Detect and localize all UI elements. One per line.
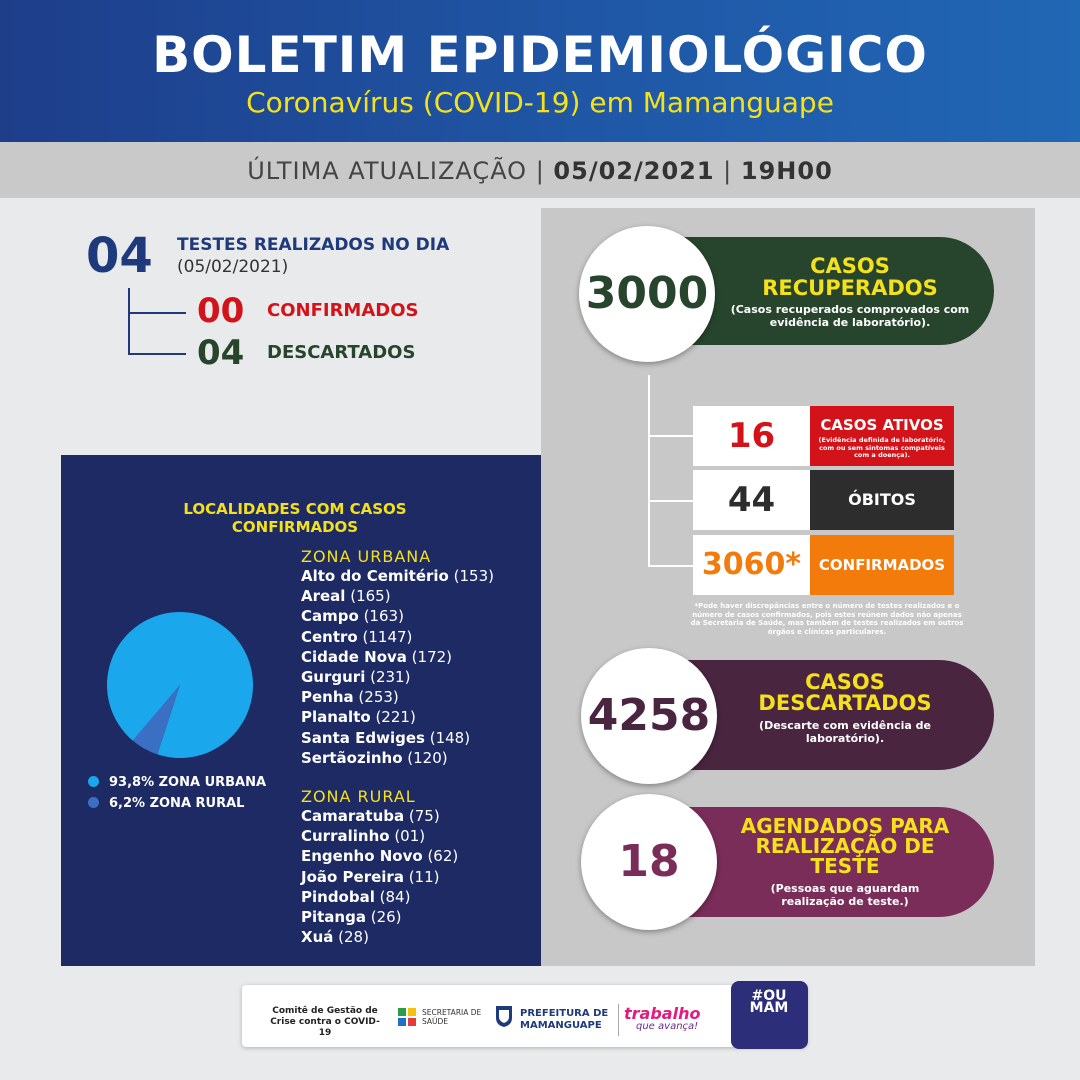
urban-locality-count: (165): [345, 587, 391, 606]
rural-locality-name: Pitanga: [301, 908, 366, 927]
recovered-title: CASOS RECUPERADOS: [762, 254, 938, 300]
tree-line: [128, 288, 130, 355]
tests-label: TESTES REALIZADOS NO DIA: [177, 235, 450, 255]
rural-locality-name: Engenho Novo: [301, 847, 423, 866]
update-time: 19H00: [740, 157, 833, 185]
city-seal-icon: [494, 1004, 514, 1028]
rural-locality-count: (84): [374, 887, 411, 906]
rural-locality-item: [301, 887, 458, 907]
tree-branch: [128, 312, 186, 314]
rural-locality-item: [301, 907, 458, 927]
stats-tree-branch: [648, 435, 693, 437]
update-label: ÚLTIMA ATUALIZAÇÃO: [247, 157, 528, 185]
scheduled-note: (Pessoas que aguardam realização de teste.): [770, 882, 920, 908]
urban-zone-heading: ZONA URBANA: [301, 547, 432, 566]
urban-locality-name: Areal: [301, 587, 346, 606]
urban-locality-name: Planalto: [301, 708, 371, 727]
urban-locality-name: Santa Edwiges: [301, 728, 425, 747]
rural-locality-count: (11): [403, 867, 440, 886]
deaths-title: ÓBITOS: [810, 470, 954, 530]
rural-locality-item: [301, 927, 458, 947]
urban-locality-item: [301, 728, 494, 748]
urban-locality-item: [301, 606, 494, 626]
update-bar: ÚLTIMA ATUALIZAÇÃO | 05/02/2021 | 19H00: [0, 142, 1080, 198]
legend-rural-label: 6,2% ZONA RURAL: [109, 796, 245, 811]
rural-locality-name: Camaratuba: [301, 807, 405, 825]
scheduled-count: 18: [581, 794, 717, 930]
urban-locality-name: Cidade Nova: [301, 647, 407, 666]
discarded-note: (Descarte com evidência de laboratório).: [759, 719, 931, 745]
urban-locality-count: (1147): [357, 627, 413, 646]
urban-locality-name: Gurguri: [301, 668, 366, 687]
rural-locality-name: Pindobal: [301, 887, 375, 906]
recovered-note: (Casos recuperados comprovados com evidência de laboratório).: [730, 303, 970, 329]
header-banner: [0, 0, 1080, 142]
rural-locality-count: (28): [333, 928, 369, 947]
confirmed-count: 3060*: [693, 535, 810, 595]
rural-locality-item: [301, 826, 458, 846]
tests-confirmed-num: 00: [197, 291, 245, 331]
urban-locality-count: (163): [358, 607, 404, 626]
rural-locality-count: (75): [404, 807, 440, 825]
urban-locality-count: (253): [353, 688, 399, 707]
stats-tree-branch: [648, 565, 693, 567]
urban-locality-name: Campo: [301, 607, 359, 626]
urban-locality-count: (221): [370, 708, 416, 727]
urban-locality-item: [301, 687, 494, 707]
urban-locality-name: Alto do Cemitério: [301, 567, 449, 585]
tests-discarded-label: DESCARTADOS: [267, 342, 416, 363]
urban-locality-item: [301, 647, 494, 667]
urban-locality-count: (148): [424, 728, 471, 747]
urban-locality-item: [301, 566, 494, 586]
legend-urban-label: 93,8% ZONA URBANA: [109, 775, 267, 790]
confirmed-title: CONFIRMADOS: [810, 535, 954, 595]
rural-locality-list: [301, 806, 458, 947]
pie-slice-urban: [107, 612, 253, 758]
footer-comite: Comitê de Gestão de Crise contra o COVID-19: [270, 1006, 380, 1038]
recovered-count: 3000: [579, 226, 715, 362]
discarded-title: CASOS DESCARTADOS: [758, 670, 932, 715]
urban-locality-list: [301, 566, 494, 768]
footnote: *Pode haver discrepâncias entre o número de testes realizados e o número de casos confirmados, pois estes reúnem dados não apenas da Secretaria de Saúde, mas também de testes realizados em outros órgãos e clínicas particulares.: [690, 602, 964, 636]
urban-locality-count: (231): [365, 668, 411, 687]
rural-locality-name: Xuá: [301, 928, 334, 947]
localities-title: LOCALIDADES COM CASOS CONFIRMADOS: [183, 500, 407, 536]
rural-locality-item: [301, 846, 458, 866]
health-cross-icon: [398, 1008, 416, 1026]
deaths-count: 44: [693, 470, 810, 530]
tests-confirmed-label: CONFIRMADOS: [267, 300, 419, 321]
rural-locality-count: (62): [422, 847, 459, 866]
active-count: 16: [693, 406, 810, 466]
page-subtitle: Coronavírus (COVID-19) em Mamanguape: [246, 86, 834, 119]
rural-locality-count: (26): [365, 908, 402, 927]
urban-locality-name: Sertãozinho: [301, 748, 403, 767]
scheduled-title: AGENDADOS PARA REALIZAÇÃO DE TESTE: [740, 814, 950, 878]
discarded-count: 4258: [581, 648, 717, 784]
rural-locality-item: [301, 867, 458, 887]
urban-locality-count: (153): [448, 567, 494, 585]
urban-locality-name: Centro: [301, 627, 358, 646]
urban-locality-count: (172): [406, 647, 453, 666]
footer-secretaria: SECRETARIA DE SAÚDE: [422, 1008, 482, 1026]
footer-divider: [618, 1004, 619, 1036]
rural-zone-heading: ZONA RURAL: [301, 787, 416, 806]
legend-dot-urban: [88, 776, 99, 787]
urban-locality-item: [301, 707, 494, 727]
urban-locality-count: (120): [402, 748, 448, 767]
active-box: [810, 406, 954, 466]
legend-rural: [88, 796, 244, 811]
footer-slogan: trabalho: [624, 1004, 701, 1023]
tests-date: (05/02/2021): [177, 257, 289, 277]
legend-dot-rural: [88, 797, 99, 808]
zone-pie-chart: [107, 612, 253, 758]
rural-locality-name: João Pereira: [301, 867, 404, 886]
urban-locality-name: Penha: [301, 688, 354, 707]
legend-urban: [88, 775, 266, 790]
campaign-badge-text: #OU MAM: [749, 988, 789, 1016]
rural-locality-item: [301, 806, 458, 826]
page-title: BOLETIM EPIDEMIOLÓGICO: [152, 26, 928, 84]
rural-locality-name: Curralinho: [301, 827, 390, 846]
stats-tree-line: [648, 375, 650, 565]
update-date: 05/02/2021: [553, 157, 715, 185]
urban-locality-item: [301, 586, 494, 606]
rural-locality-count: (01): [389, 827, 426, 846]
stats-tree-branch: [648, 500, 693, 502]
active-title: CASOS ATIVOS: [820, 416, 944, 434]
urban-locality-item: [301, 748, 494, 768]
active-note: (Evidência definida de laboratório, com ou sem sintomas compatíveis com a doença).: [818, 436, 946, 459]
footer-prefeitura: PREFEITURA DE MAMANGUAPE: [520, 1008, 609, 1031]
tests-discarded-num: 04: [197, 333, 245, 373]
footer-slogan-sub: que avança!: [636, 1021, 699, 1032]
urban-locality-item: [301, 627, 494, 647]
tree-branch: [128, 353, 186, 355]
urban-locality-item: [301, 667, 494, 687]
tests-count: 04: [86, 228, 153, 284]
